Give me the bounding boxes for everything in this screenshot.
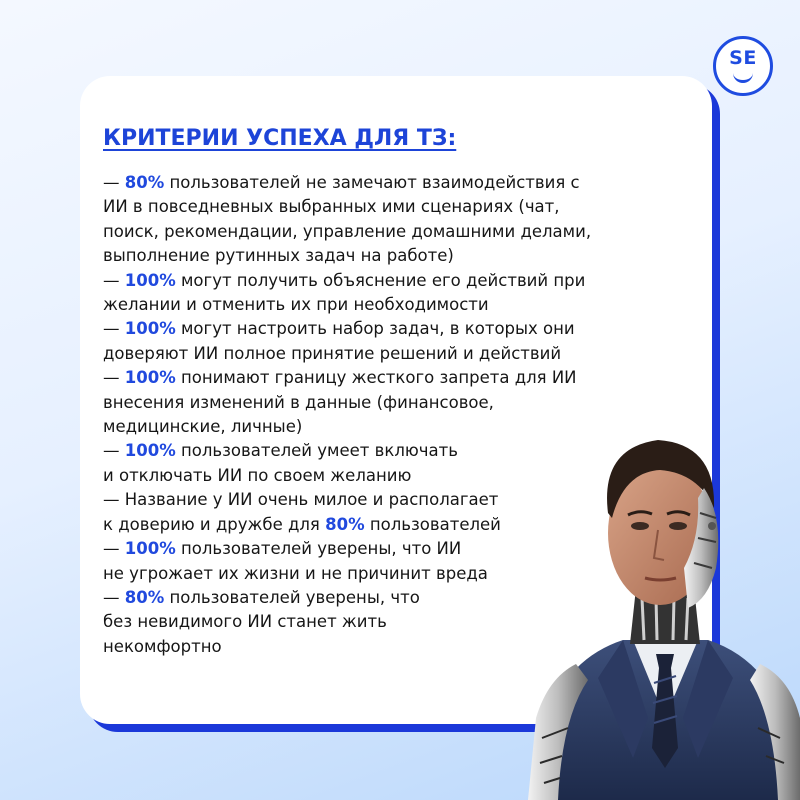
- line-text: могут настроить набор задач, в которых они: [175, 319, 575, 339]
- logo-text: SE: [729, 47, 757, 69]
- criteria-line: [103, 293, 603, 317]
- android-portrait: [528, 418, 800, 800]
- criteria-line: [103, 195, 603, 219]
- percent-highlight: 100%: [124, 441, 176, 461]
- line-text: доверяют ИИ полное принятие решений и действий: [103, 343, 562, 363]
- se-logo: [713, 36, 773, 96]
- line-text: —: [103, 319, 125, 339]
- line-text: пользователей не замечают взаимодействия с: [164, 173, 580, 192]
- line-text: пользователей уверены, что: [164, 587, 420, 607]
- line-text: внесения изменений в данные (финансовое,: [103, 392, 494, 412]
- criteria-line: [103, 317, 603, 341]
- line-text: —: [103, 539, 125, 559]
- percent-highlight: 80%: [124, 587, 165, 607]
- line-text: желании и отменить их при необходимости: [103, 295, 489, 315]
- page-title: КРИТЕРИИ УСПЕХА ДЛЯ ТЗ:: [103, 126, 457, 151]
- line-text: не угрожает их жизни и не причинит вреда: [103, 563, 488, 583]
- criteria-line: [103, 244, 603, 268]
- criteria-line: [103, 391, 603, 415]
- line-text: пользователей умеет включать: [175, 441, 458, 461]
- line-text: — Название у ИИ очень милое и располагает: [103, 490, 499, 510]
- percent-highlight: 80%: [325, 514, 365, 534]
- line-text: —: [103, 270, 125, 290]
- line-text: к доверию и дружбе для: [103, 514, 326, 534]
- line-text: пользователей уверены, что ИИ: [175, 539, 462, 559]
- line-text: понимают границу жесткого запрета для ИИ: [175, 368, 577, 388]
- percent-highlight: 100%: [124, 539, 176, 559]
- line-text: некомфортно: [103, 636, 222, 656]
- percent-highlight: 100%: [124, 270, 176, 290]
- percent-highlight: 100%: [124, 319, 176, 339]
- line-text: поиск, рекомендации, управление домашними делами,: [103, 221, 592, 241]
- percent-highlight: 100%: [124, 368, 176, 388]
- line-text: могут получить объяснение его действий при: [175, 270, 586, 290]
- criteria-line: [103, 220, 603, 244]
- line-text: —: [103, 368, 125, 388]
- line-text: медицинские, личные): [103, 417, 303, 437]
- line-text: пользователей: [364, 514, 501, 534]
- line-text: —: [103, 441, 125, 461]
- criteria-line: [103, 171, 603, 195]
- line-text: и отключать ИИ по своем желанию: [103, 465, 412, 485]
- criteria-line: [103, 269, 603, 293]
- percent-highlight: 80%: [124, 173, 165, 192]
- criteria-line: [103, 366, 603, 390]
- smile-icon: [733, 72, 753, 83]
- line-text: ИИ в повседневных выбранных ими сценариях (чат,: [103, 197, 560, 217]
- line-text: —: [103, 173, 125, 192]
- line-text: без невидимого ИИ станет жить: [103, 612, 387, 632]
- criteria-line: [103, 342, 603, 366]
- line-text: —: [103, 587, 125, 607]
- line-text: выполнение рутинных задач на работе): [103, 246, 454, 266]
